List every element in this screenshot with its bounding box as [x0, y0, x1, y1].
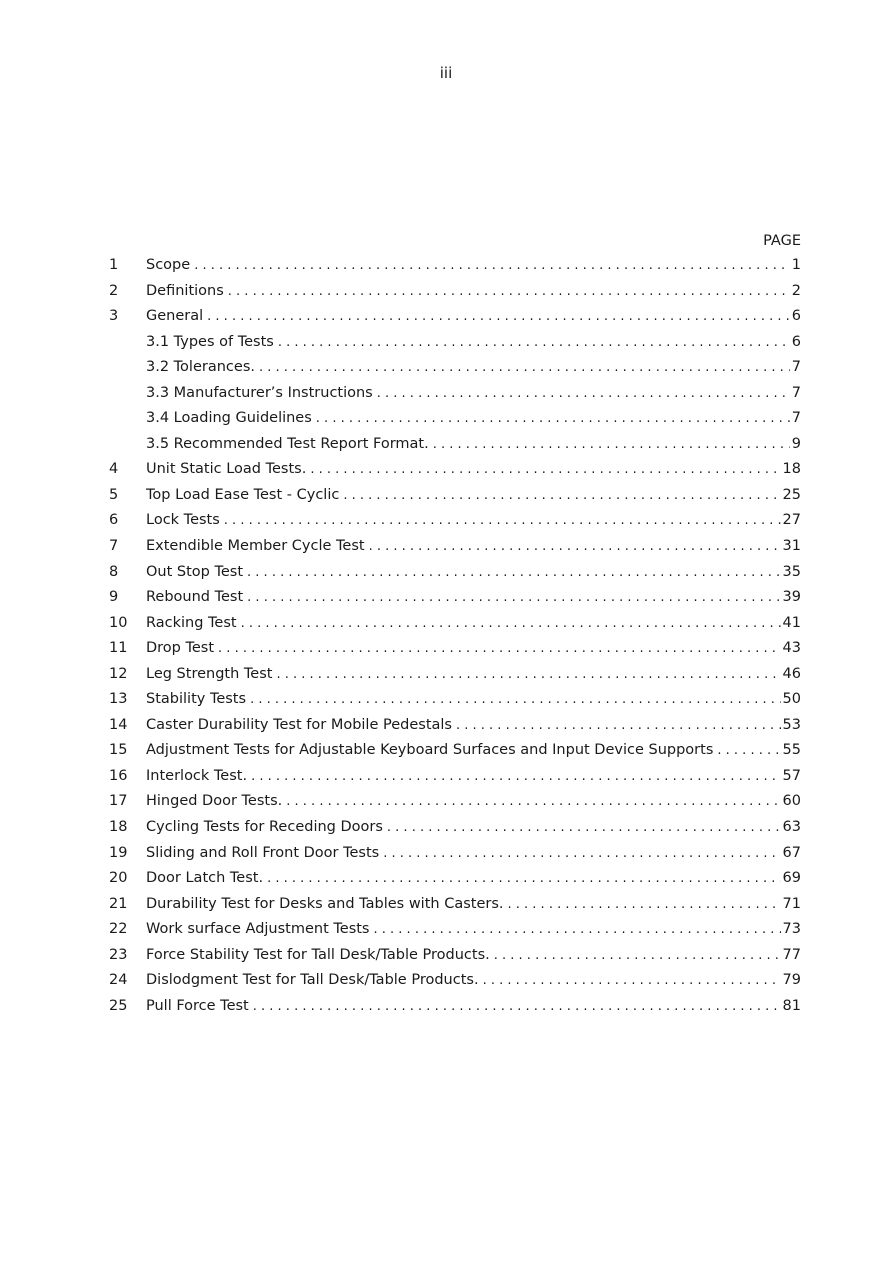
toc-entry-number: 1 — [109, 257, 119, 273]
toc-dot-leader — [316, 406, 790, 432]
toc-entry[interactable] — [109, 534, 801, 560]
toc-entry[interactable] — [109, 866, 801, 892]
toc-entry-title: Cycling Tests for Receding Doors — [146, 819, 383, 836]
toc-list — [109, 253, 801, 1019]
toc-entry[interactable] — [109, 585, 801, 611]
toc-dot-leader — [433, 432, 790, 458]
toc-entry-page: 43 — [782, 640, 801, 657]
toc-page-column-header: PAGE — [763, 233, 801, 249]
toc-entry[interactable] — [109, 841, 801, 867]
table-of-contents — [109, 230, 801, 1019]
toc-entry-page: 46 — [782, 665, 801, 682]
toc-entry[interactable] — [109, 687, 801, 713]
toc-entry[interactable] — [109, 279, 801, 305]
toc-entry-number: 11 — [109, 640, 128, 657]
toc-entry-number: 12 — [109, 665, 128, 682]
toc-entry-title: Scope — [146, 257, 191, 273]
toc-entry-number: 14 — [109, 716, 128, 733]
toc-entry-number: 18 — [109, 819, 128, 836]
toc-dot-leader — [194, 253, 790, 279]
toc-dot-leader — [241, 611, 781, 637]
toc-entry[interactable] — [109, 304, 801, 330]
toc-entry-title: Drop Test — [146, 640, 215, 657]
toc-entry-title: Top Load Ease Test - Cyclic — [146, 486, 340, 503]
toc-entry-number: 8 — [109, 563, 119, 580]
toc-entry-number: 16 — [109, 767, 128, 784]
toc-entry-title: Sliding and Roll Front Door Tests — [146, 844, 380, 861]
toc-entry-title: Dislodgment Test for Tall Desk/Table Products. — [146, 972, 479, 989]
toc-dot-leader — [267, 866, 780, 892]
toc-entry-page: 9 — [791, 435, 801, 452]
toc-entry-number: 6 — [109, 512, 119, 529]
toc-entry-title: 3.1 Types of Tests — [146, 333, 274, 350]
toc-entry-page: 25 — [782, 486, 801, 503]
toc-entry-page: 35 — [782, 563, 801, 580]
toc-entry[interactable] — [109, 764, 801, 790]
toc-dot-leader — [343, 483, 780, 509]
toc-dot-leader — [247, 560, 781, 586]
toc-entry-page: 2 — [791, 282, 801, 299]
toc-entry-page: 57 — [782, 767, 801, 784]
toc-subentry[interactable] — [109, 355, 801, 381]
toc-entry-number: 20 — [109, 870, 128, 887]
toc-entry-title: Caster Durability Test for Mobile Pedestals — [146, 716, 452, 733]
toc-dot-leader — [717, 738, 780, 764]
toc-dot-leader — [377, 381, 790, 407]
toc-dot-leader — [387, 815, 781, 841]
toc-entry-title: Work surface Adjustment Tests — [146, 921, 370, 938]
toc-entry-number: 9 — [109, 589, 119, 606]
toc-entry-title: 3.5 Recommended Test Report Format. — [146, 435, 429, 452]
toc-entry-page: 7 — [791, 410, 801, 427]
toc-entry-page: 7 — [791, 384, 801, 401]
toc-entry[interactable] — [109, 789, 801, 815]
toc-entry[interactable] — [109, 943, 801, 969]
toc-dot-leader — [247, 585, 780, 611]
toc-entry[interactable] — [109, 560, 801, 586]
toc-entry-title: Stability Tests — [146, 691, 247, 708]
toc-entry-page: 6 — [791, 333, 801, 350]
toc-entry-title: Pull Force Test — [146, 997, 249, 1014]
toc-entry-page: 73 — [782, 921, 801, 938]
toc-dot-leader — [494, 943, 781, 969]
toc-entry-title: Unit Static Load Tests. — [146, 461, 307, 478]
toc-entry[interactable] — [109, 662, 801, 688]
toc-entry-page: 77 — [782, 946, 801, 963]
toc-entry[interactable] — [109, 713, 801, 739]
toc-entry-number: 5 — [109, 486, 119, 503]
toc-entry[interactable] — [109, 611, 801, 637]
toc-dot-leader — [374, 917, 781, 943]
toc-dot-leader — [508, 892, 781, 918]
toc-dot-leader — [369, 534, 781, 560]
toc-entry-title: Leg Strength Test — [146, 665, 273, 682]
page-number: iii — [439, 64, 453, 82]
toc-entry-title: Rebound Test — [146, 589, 244, 606]
toc-entry-title: Lock Tests — [146, 512, 220, 529]
toc-entry[interactable] — [109, 253, 801, 279]
toc-entry-page: 39 — [782, 589, 801, 606]
toc-subentry[interactable] — [109, 432, 801, 458]
toc-entry-number: 21 — [109, 895, 128, 912]
toc-entry[interactable] — [109, 892, 801, 918]
toc-entry[interactable] — [109, 815, 801, 841]
toc-dot-leader — [259, 355, 790, 381]
toc-entry-title: Hinged Door Tests. — [146, 793, 283, 810]
toc-entry-page: 27 — [782, 512, 801, 529]
toc-dot-leader — [278, 330, 790, 356]
toc-entry-title: Racking Test — [146, 614, 237, 631]
toc-entry[interactable] — [109, 994, 801, 1020]
toc-entry-number: 2 — [109, 282, 119, 299]
toc-entry[interactable] — [109, 968, 801, 994]
toc-entry-title: Adjustment Tests for Adjustable Keyboard Surfaces and Input Device Supports — [146, 742, 714, 759]
toc-entry-number: 24 — [109, 972, 128, 989]
toc-dot-leader — [483, 968, 781, 994]
toc-entry-title: Out Stop Test — [146, 563, 244, 580]
toc-subentry[interactable] — [109, 330, 801, 356]
toc-subentry[interactable] — [109, 381, 801, 407]
toc-entry-page: 18 — [782, 461, 801, 478]
toc-entry[interactable] — [109, 738, 801, 764]
toc-entry-page: 7 — [791, 359, 801, 376]
toc-dot-leader — [253, 994, 781, 1020]
toc-entry-title: 3.4 Loading Guidelines — [146, 410, 312, 427]
toc-dot-leader — [207, 304, 790, 330]
toc-subentry[interactable] — [109, 406, 801, 432]
toc-entry-number: 19 — [109, 844, 128, 861]
toc-entry-title: Force Stability Test for Tall Desk/Table Products. — [146, 946, 490, 963]
toc-entry-number: 13 — [109, 691, 128, 708]
toc-entry-number: 3 — [109, 308, 119, 325]
toc-dot-leader — [286, 789, 780, 815]
toc-entry-number: 25 — [109, 997, 128, 1014]
toc-dot-leader — [251, 764, 780, 790]
toc-entry-page: 55 — [782, 742, 801, 759]
toc-dot-leader — [218, 636, 781, 662]
toc-entry-page: 1 — [791, 257, 801, 273]
toc-dot-leader — [456, 713, 781, 739]
toc-entry-page: 60 — [782, 793, 801, 810]
toc-entry-title: Durability Test for Desks and Tables with Casters. — [146, 895, 504, 912]
toc-entry-page: 79 — [782, 972, 801, 989]
toc-entry-title: Interlock Test. — [146, 767, 248, 784]
toc-entry[interactable] — [109, 917, 801, 943]
toc-entry-page: 71 — [782, 895, 801, 912]
toc-entry-page: 63 — [782, 819, 801, 836]
toc-entry-page: 53 — [782, 716, 801, 733]
toc-entry-title: General — [146, 308, 204, 325]
toc-entry-page: 81 — [782, 997, 801, 1014]
toc-entry-page: 69 — [782, 870, 801, 887]
toc-entry[interactable] — [109, 457, 801, 483]
toc-entry-page: 31 — [782, 538, 801, 555]
toc-entry-number: 4 — [109, 461, 119, 478]
toc-entry-title: Door Latch Test. — [146, 870, 264, 887]
toc-entry[interactable] — [109, 508, 801, 534]
toc-entry-page: 50 — [782, 691, 801, 708]
toc-entry-number: 15 — [109, 742, 128, 759]
toc-dot-leader — [228, 279, 790, 305]
toc-dot-leader — [276, 662, 780, 688]
toc-entry-title: 3.3 Manufacturer’s Instructions — [146, 384, 373, 401]
toc-entry-number: 10 — [109, 614, 128, 631]
toc-dot-leader — [224, 508, 781, 534]
toc-entry[interactable] — [109, 636, 801, 662]
toc-entry-title: 3.2 Tolerances. — [146, 359, 255, 376]
toc-dot-leader — [250, 687, 780, 713]
toc-entry-page: 67 — [782, 844, 801, 861]
toc-dot-leader — [383, 841, 780, 867]
toc-entry[interactable] — [109, 483, 801, 509]
toc-entry-number: 22 — [109, 921, 128, 938]
toc-entry-page: 41 — [782, 614, 801, 631]
toc-entry-number: 23 — [109, 946, 128, 963]
toc-entry-number: 7 — [109, 538, 119, 555]
toc-dot-leader — [310, 457, 780, 483]
toc-entry-title: Definitions — [146, 282, 224, 299]
toc-entry-title: Extendible Member Cycle Test — [146, 538, 365, 555]
toc-entry-number: 17 — [109, 793, 128, 810]
toc-entry-page: 6 — [791, 308, 801, 325]
